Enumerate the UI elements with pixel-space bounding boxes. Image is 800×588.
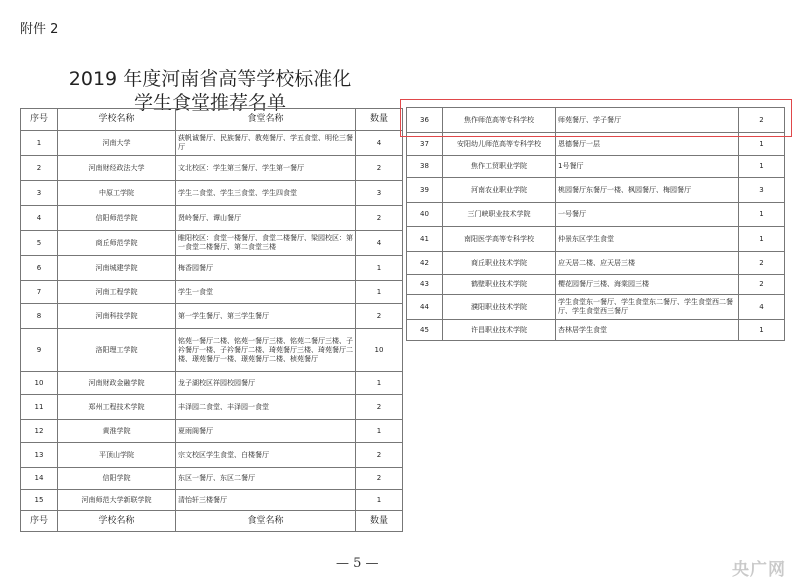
cell-canteen: 丰泽园二食堂、丰泽园一食堂 bbox=[176, 395, 356, 420]
cell-school: 洛阳理工学院 bbox=[58, 329, 176, 372]
document-subtitle: 学生食堂推荐名单 bbox=[133, 92, 286, 114]
table-row bbox=[21, 395, 403, 420]
cell-canteen: 第一学生餐厅、第三学生餐厅 bbox=[176, 304, 356, 329]
cell-school: 河南财政金融学院 bbox=[58, 372, 176, 395]
cell-count: 1 bbox=[356, 420, 403, 443]
header-canteen: 食堂名称 bbox=[176, 109, 356, 131]
cell-count: 2 bbox=[356, 156, 403, 181]
cell-seq: 37 bbox=[407, 133, 443, 156]
table-row bbox=[21, 468, 403, 490]
cell-seq: 7 bbox=[21, 281, 58, 304]
cell-school: 安阳幼儿师范高等专科学校 bbox=[443, 133, 556, 156]
cell-canteen: 睢阳校区：食堂一楼餐厅、食堂二楼餐厅、梁园校区：第一食堂二楼餐厅、第二食堂三楼 bbox=[176, 231, 356, 256]
cell-canteen: 东区一餐厅、东区二餐厅 bbox=[176, 468, 356, 490]
page-number: — 5 — bbox=[336, 556, 379, 571]
cell-school: 河南农业职业学院 bbox=[443, 178, 556, 203]
table-row bbox=[21, 206, 403, 231]
cell-count: 1 bbox=[356, 372, 403, 395]
cell-count: 2 bbox=[739, 108, 785, 133]
cell-school: 三门峡职业技术学院 bbox=[443, 203, 556, 227]
cell-canteen: 1号餐厅 bbox=[556, 156, 739, 178]
cell-seq: 42 bbox=[407, 252, 443, 275]
cell-school: 商丘师范学院 bbox=[58, 231, 176, 256]
cell-count: 1 bbox=[739, 227, 785, 252]
cell-canteen: 宗文校区学生食堂、白楼餐厅 bbox=[176, 443, 356, 468]
cell-count: 10 bbox=[356, 329, 403, 372]
cell-seq: 39 bbox=[407, 178, 443, 203]
cell-seq: 45 bbox=[407, 320, 443, 341]
cell-canteen: 学生一食堂 bbox=[176, 281, 356, 304]
cell-school: 平顶山学院 bbox=[58, 443, 176, 468]
watermark-logo: 央广网 bbox=[732, 560, 786, 580]
cell-count: 2 bbox=[356, 443, 403, 468]
cell-canteen: 桃园餐厅东餐厅一楼、枫园餐厅、梅园餐厅 bbox=[556, 178, 739, 203]
cell-school: 河南师范大学新联学院 bbox=[58, 490, 176, 511]
cell-school: 河南科技学院 bbox=[58, 304, 176, 329]
cell-seq: 4 bbox=[21, 206, 58, 231]
cell-count: 1 bbox=[356, 490, 403, 511]
cell-school: 南阳医学高等专科学校 bbox=[443, 227, 556, 252]
cell-canteen: 贤岭餐厅、谭山餐厅 bbox=[176, 206, 356, 231]
cell-canteen: 一号餐厅 bbox=[556, 203, 739, 227]
cell-count: 1 bbox=[739, 320, 785, 341]
cell-count: 1 bbox=[739, 156, 785, 178]
table-row bbox=[21, 256, 403, 281]
cell-seq: 3 bbox=[21, 181, 58, 206]
table-row bbox=[21, 329, 403, 372]
cell-seq: 2 bbox=[21, 156, 58, 181]
table-row bbox=[407, 275, 785, 295]
cell-seq: 5 bbox=[21, 231, 58, 256]
cell-seq: 1 bbox=[21, 131, 58, 156]
cell-school: 商丘职业技术学院 bbox=[443, 252, 556, 275]
cell-count: 4 bbox=[356, 231, 403, 256]
table-row bbox=[407, 156, 785, 178]
cell-count: 2 bbox=[356, 395, 403, 420]
table-row bbox=[21, 181, 403, 206]
cell-count: 2 bbox=[356, 468, 403, 490]
table-row bbox=[407, 295, 785, 320]
table-row bbox=[407, 320, 785, 341]
table-row bbox=[21, 281, 403, 304]
cell-seq: 8 bbox=[21, 304, 58, 329]
cell-seq: 10 bbox=[21, 372, 58, 395]
document-title: 2019 年度河南省高等学校标准化 bbox=[68, 68, 352, 90]
table-row bbox=[407, 227, 785, 252]
cell-school: 信阳学院 bbox=[58, 468, 176, 490]
table-row bbox=[21, 156, 403, 181]
cell-seq: 40 bbox=[407, 203, 443, 227]
cell-canteen: 龙子湖校区祥园校园餐厅 bbox=[176, 372, 356, 395]
cell-seq: 43 bbox=[407, 275, 443, 295]
cell-canteen: 学生二食堂、学生三食堂、学生四食堂 bbox=[176, 181, 356, 206]
left-table bbox=[20, 108, 403, 532]
cell-school: 焦作工贸职业学院 bbox=[443, 156, 556, 178]
cell-count: 1 bbox=[739, 133, 785, 156]
cell-canteen: 杏林居学生食堂 bbox=[556, 320, 739, 341]
cell-count: 3 bbox=[739, 178, 785, 203]
header-count: 数量 bbox=[356, 109, 403, 131]
cell-seq: 15 bbox=[21, 490, 58, 511]
cell-school: 许昌职业技术学院 bbox=[443, 320, 556, 341]
cell-count: 3 bbox=[356, 181, 403, 206]
cell-school: 河南大学 bbox=[58, 131, 176, 156]
table-row bbox=[21, 372, 403, 395]
cell-seq: 38 bbox=[407, 156, 443, 178]
cell-canteen: 清怡轩三楼餐厅 bbox=[176, 490, 356, 511]
cell-seq: 44 bbox=[407, 295, 443, 320]
cell-canteen: 夏雨阁餐厅 bbox=[176, 420, 356, 443]
table-header-row bbox=[21, 109, 403, 131]
cell-count: 1 bbox=[356, 281, 403, 304]
cell-school: 鹤壁职业技术学院 bbox=[443, 275, 556, 295]
cell-canteen: 荻帆诚餐厅、民族餐厅、教苑餐厅、学五食堂、明伦三餐厅 bbox=[176, 131, 356, 156]
cell-count: 2 bbox=[356, 304, 403, 329]
cell-count: 4 bbox=[739, 295, 785, 320]
cell-count: 4 bbox=[356, 131, 403, 156]
cell-school: 郑州工程技术学院 bbox=[58, 395, 176, 420]
table-row bbox=[21, 443, 403, 468]
cell-canteen: 梅香园餐厅 bbox=[176, 256, 356, 281]
cell-canteen: 师苑餐厅、学子餐厅 bbox=[556, 108, 739, 133]
cell-seq: 6 bbox=[21, 256, 58, 281]
highlight-box bbox=[400, 99, 792, 137]
attachment-label: 附件 2 bbox=[20, 22, 59, 37]
cell-school: 河南财经政法大学 bbox=[58, 156, 176, 181]
table-row bbox=[21, 131, 403, 156]
table-footer-header-row bbox=[21, 511, 403, 532]
cell-seq: 36 bbox=[407, 108, 443, 133]
cell-count: 1 bbox=[739, 203, 785, 227]
cell-canteen: 学生食堂东一餐厅、学生食堂东二餐厅、学生食堂西二餐厅、学生食堂西三餐厅 bbox=[556, 295, 739, 320]
table-row bbox=[21, 231, 403, 256]
cell-canteen: 应天居二楼、应天居三楼 bbox=[556, 252, 739, 275]
cell-canteen: 恩德餐厅一层 bbox=[556, 133, 739, 156]
cell-canteen: 樱花园餐厅三楼、海棠园三楼 bbox=[556, 275, 739, 295]
cell-canteen: 铭苑一餐厅二楼、铭苑一餐厅三楼、铭苑二餐厅三楼、子衿餐厅一楼、子衿餐厅二楼、琦苑餐厅三楼、琦苑餐厅二楼、璟苑餐厅一楼、璟苑餐厅二楼、桢苑餐厅 bbox=[176, 329, 356, 372]
cell-count: 2 bbox=[356, 206, 403, 231]
cell-school: 河南城建学院 bbox=[58, 256, 176, 281]
cell-school: 黄淮学院 bbox=[58, 420, 176, 443]
cell-seq: 9 bbox=[21, 329, 58, 372]
table-row bbox=[21, 490, 403, 511]
footer-school: 学校名称 bbox=[58, 511, 176, 532]
table-row bbox=[407, 252, 785, 275]
cell-school: 信阳师范学院 bbox=[58, 206, 176, 231]
cell-seq: 13 bbox=[21, 443, 58, 468]
cell-canteen: 仲景东区学生食堂 bbox=[556, 227, 739, 252]
cell-seq: 41 bbox=[407, 227, 443, 252]
header-school: 学校名称 bbox=[58, 109, 176, 131]
header-seq: 序号 bbox=[21, 109, 58, 131]
cell-seq: 11 bbox=[21, 395, 58, 420]
cell-canteen: 文北校区：学生第三餐厅、学生第一餐厅 bbox=[176, 156, 356, 181]
cell-school: 焦作师范高等专科学校 bbox=[443, 108, 556, 133]
cell-count: 1 bbox=[356, 256, 403, 281]
cell-count: 2 bbox=[739, 252, 785, 275]
right-table bbox=[406, 107, 785, 341]
cell-school: 河南工程学院 bbox=[58, 281, 176, 304]
cell-count: 2 bbox=[739, 275, 785, 295]
cell-school: 濮阳职业技术学院 bbox=[443, 295, 556, 320]
table-row bbox=[407, 178, 785, 203]
cell-seq: 12 bbox=[21, 420, 58, 443]
footer-count: 数量 bbox=[356, 511, 403, 532]
footer-seq: 序号 bbox=[21, 511, 58, 532]
cell-seq: 14 bbox=[21, 468, 58, 490]
table-row bbox=[21, 420, 403, 443]
table-row bbox=[21, 304, 403, 329]
cell-school: 中原工学院 bbox=[58, 181, 176, 206]
table-row bbox=[407, 203, 785, 227]
footer-canteen: 食堂名称 bbox=[176, 511, 356, 532]
